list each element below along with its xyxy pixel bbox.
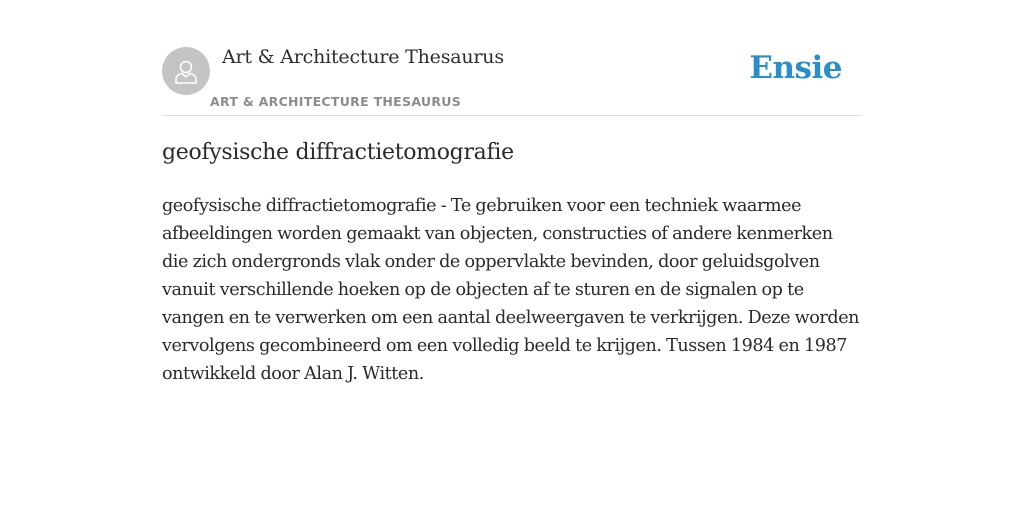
source-header: [162, 0, 862, 116]
user-icon: [171, 56, 201, 86]
avatar[interactable]: [162, 47, 210, 95]
page-content: [162, 0, 862, 384]
source-title[interactable]: Art & Architecture Thesaurus: [222, 46, 504, 68]
brand-logo[interactable]: Ensie: [749, 50, 842, 86]
definition-text: geofysische diffractietomografie - Te gebruiken voor een techniek waarmee afbeeldingen worden gemaakt van objecten, constructies of andere kenmerken die zich ondergronds vlak onder de oppervlakte bevinden, door geluidsgolven vanuit verschillende hoeken op de objecten af te sturen en de signalen op te vangen en te verwerken om een aantal deelweergaven te verkrijgen. Deze worden vervolgens gecombineerd om een volledig beeld te krijgen. Tussen 1984 en 1987 ontwikkeld door Alan J. Witten.: [162, 196, 860, 384]
source-subtitle[interactable]: ART & ARCHITECTURE THESAURUS: [210, 94, 462, 109]
page-title: geofysische diffractietomografie: [162, 140, 514, 165]
